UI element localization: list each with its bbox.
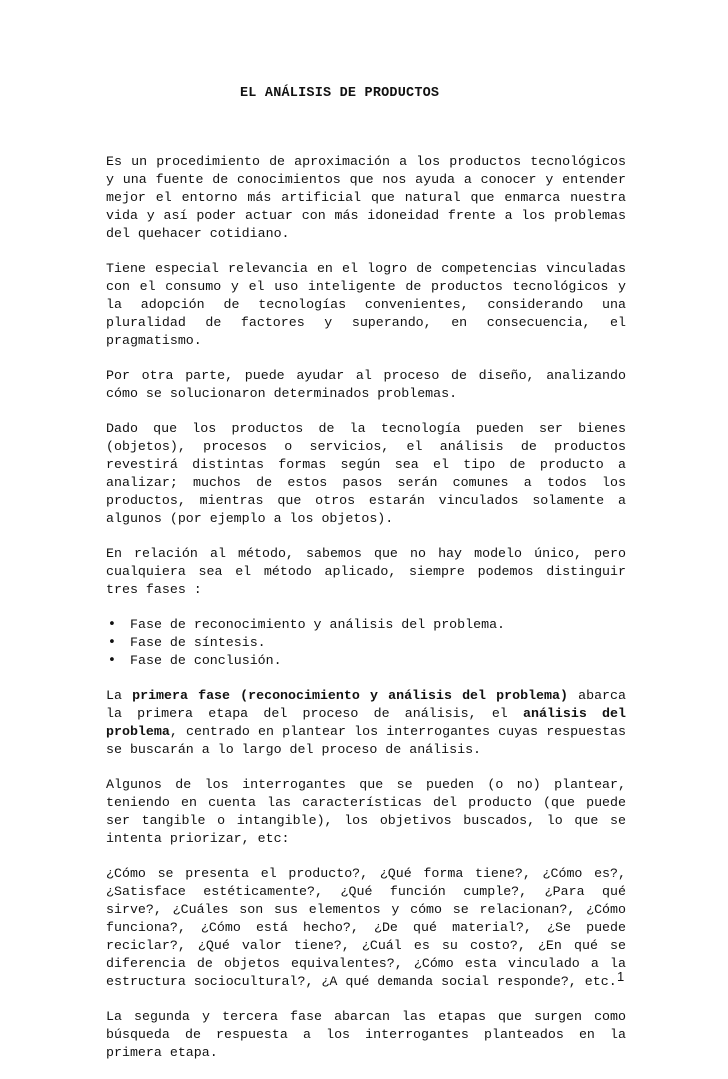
paragraph-second-third-phase: La segunda y tercera fase abarcan las etapas que surgen como búsqueda de respuesta a los interrogantes planteados en la primera etapa. xyxy=(106,1009,626,1060)
page-number: 1 xyxy=(617,969,625,984)
list-item: • Fase de reconocimiento y análisis del problema. xyxy=(106,616,626,634)
paragraph-questions-intro: Algunos de los interrogantes que se pueden (o no) plantear, teniendo en cuenta las características del producto (que puede ser tangible o intangible), los objetivos buscados, lo que se intenta priorizar, etc: xyxy=(106,777,626,846)
paragraph-questions: ¿Cómo se presenta el producto?, ¿Qué forma tiene?, ¿Cómo es?, ¿Satisface estéticamente?, ¿Qué función cumple?, ¿Para qué sirve?, ¿Cuáles son sus elementos y cómo se relacionan?, ¿Cómo funciona?, ¿Cómo está hecho?, ¿De qué material?, ¿Se puede reciclar?, ¿Qué valor tiene?, ¿Cuál es su costo?, ¿En qué se diferencia de objetos equivalentes?, ¿Cómo esta vinculado a la estructura sociocultural?, ¿A qué demanda social responde?, etc. xyxy=(106,866,626,989)
list-item: • Fase de conclusión. xyxy=(106,652,626,670)
text-run: La xyxy=(106,688,133,703)
bold-text: análisis del problema xyxy=(106,706,626,739)
text-run: abarca la primera etapa del proceso de análisis, el xyxy=(106,688,626,721)
paragraph-design: Por otra parte, puede ayudar al proceso de diseño, analizando cómo se solucionaron determinados problemas. xyxy=(106,368,626,401)
document-title: EL ANÁLISIS DE PRODUCTOS xyxy=(240,86,440,101)
paragraph-definition: Es un procedimiento de aproximación a los productos tecnológicos y una fuente de conocimientos que nos ayuda a conocer y entender mejor el entorno más artificial que natural que enmarca nuestra vida y así poder actuar con más idoneidad frente a los problemas del quehacer cotidiano. xyxy=(106,154,626,241)
document-body xyxy=(106,153,626,1079)
paragraph-product-types: Dado que los productos de la tecnología pueden ser bienes (objetos), procesos o servicios, el análisis de productos revestirá distintas formas según sea el tipo de producto a analizar; muchos de estos pasos serán comunes a todos los productos, mientras que otros estarán vinculados solamente a algunos (por ejemplo a los objetos). xyxy=(106,421,626,526)
phases-list xyxy=(106,616,626,670)
paragraph-method: En relación al método, sabemos que no hay modelo único, pero cualquiera sea el método aplicado, siempre podemos distinguir tres fases : xyxy=(106,546,626,597)
list-item: • Fase de síntesis. xyxy=(106,634,626,652)
text-run: , centrado en plantear los interrogantes cuyas respuestas se buscarán a lo largo del proceso de análisis. xyxy=(106,724,626,757)
bold-text: primera fase (reconocimiento y análisis del problema) xyxy=(132,688,568,703)
paragraph-first-phase xyxy=(106,687,626,759)
paragraph-relevance: Tiene especial relevancia en el logro de competencias vinculadas con el consumo y el uso inteligente de productos tecnológicos y la adopción de tecnologías convenientes, considerando una pluralidad de factores y superando, en consecuencia, el pragmatismo. xyxy=(106,261,626,348)
